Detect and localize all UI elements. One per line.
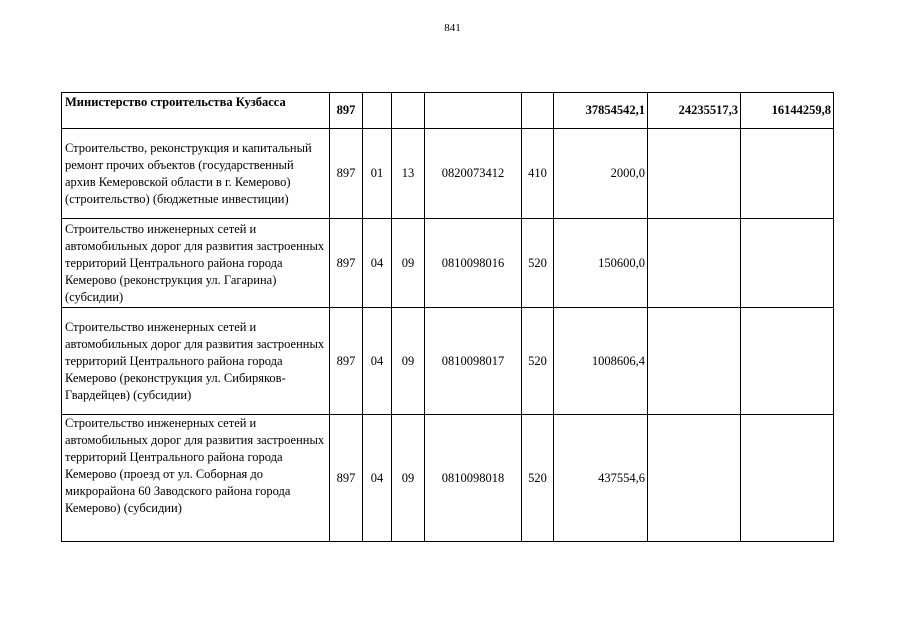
expense-type-code: 520 <box>522 219 554 308</box>
target-article-code: 0820073412 <box>425 129 522 219</box>
ministry-code: 897 <box>330 93 363 129</box>
section-code: 04 <box>363 308 392 415</box>
amount-3 <box>741 415 834 542</box>
row-name: Строительство, реконструкция и капитальный ремонт прочих объектов (государственный архив Кемеровской области в г. Кемерово) (строительство) (бюджетные инвестиции) <box>62 129 330 219</box>
ministry-name: Министерство строительства Кузбасса <box>62 93 330 129</box>
amount-1: 150600,0 <box>554 219 648 308</box>
ministry-header-row <box>62 93 834 129</box>
table-row <box>62 415 834 542</box>
table-row <box>62 219 834 308</box>
section-code: 01 <box>363 129 392 219</box>
table-row <box>62 129 834 219</box>
expense-type-cell <box>522 93 554 129</box>
amount-2 <box>648 308 741 415</box>
target-article-code: 0810098018 <box>425 415 522 542</box>
subsection-code: 13 <box>392 129 425 219</box>
amount-1: 437554,6 <box>554 415 648 542</box>
amount-3 <box>741 308 834 415</box>
ministry-code: 897 <box>330 129 363 219</box>
row-name: Строительство инженерных сетей и автомобильных дорог для развития застроенных территорий Центрального района города Кемерово (проезд от ул. Соборная до микрорайона 60 Заводского района города Кемерово) (субсидии) <box>62 415 330 542</box>
amount-3-total: 16144259,8 <box>741 93 834 129</box>
amount-2 <box>648 219 741 308</box>
subsection-code: 09 <box>392 219 425 308</box>
subsection-code: 09 <box>392 415 425 542</box>
budget-table <box>61 92 834 542</box>
ministry-code: 897 <box>330 219 363 308</box>
amount-1: 1008606,4 <box>554 308 648 415</box>
target-article-code: 0810098017 <box>425 308 522 415</box>
expense-type-code: 410 <box>522 129 554 219</box>
expense-type-code: 520 <box>522 415 554 542</box>
ministry-code: 897 <box>330 308 363 415</box>
amount-2 <box>648 129 741 219</box>
section-cell <box>363 93 392 129</box>
row-name: Строительство инженерных сетей и автомобильных дорог для развития застроенных территорий Центрального района города Кемерово (реконструкция ул. Сибиряков-Гвардейцев) (субсидии) <box>62 308 330 415</box>
amount-2-total: 24235517,3 <box>648 93 741 129</box>
amount-3 <box>741 129 834 219</box>
subsection-code: 09 <box>392 308 425 415</box>
table-row <box>62 308 834 415</box>
amount-2 <box>648 415 741 542</box>
amount-3 <box>741 219 834 308</box>
amount-1-total: 37854542,1 <box>554 93 648 129</box>
expense-type-code: 520 <box>522 308 554 415</box>
amount-1: 2000,0 <box>554 129 648 219</box>
ministry-code: 897 <box>330 415 363 542</box>
row-name: Строительство инженерных сетей и автомобильных дорог для развития застроенных территорий Центрального района города Кемерово (реконструкция ул. Гагарина) (субсидии) <box>62 219 330 308</box>
subsection-cell <box>392 93 425 129</box>
section-code: 04 <box>363 415 392 542</box>
target-article-cell <box>425 93 522 129</box>
page-number: 841 <box>444 22 461 34</box>
target-article-code: 0810098016 <box>425 219 522 308</box>
section-code: 04 <box>363 219 392 308</box>
